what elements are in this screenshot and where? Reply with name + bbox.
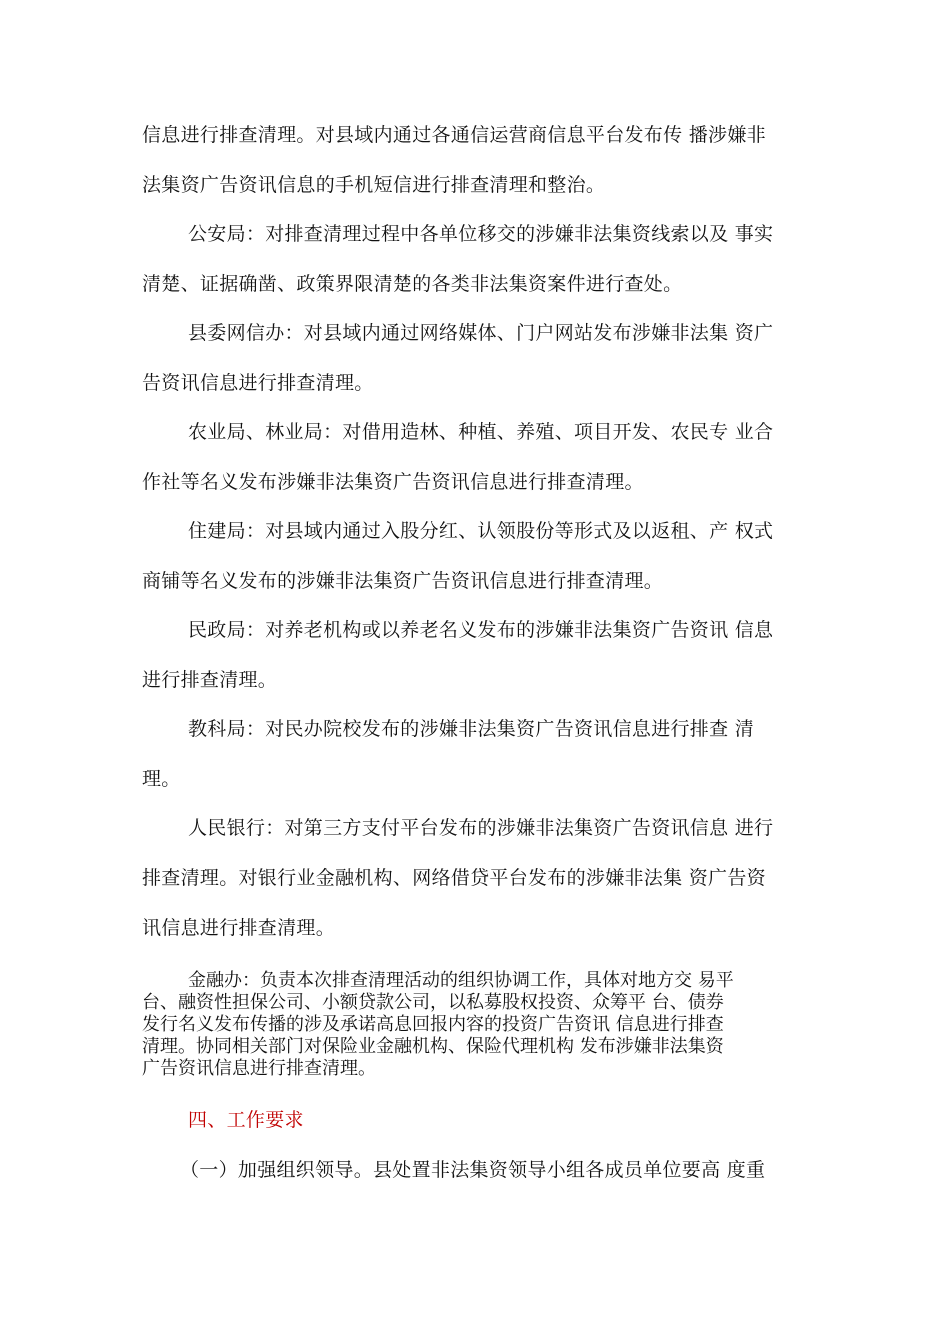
section-heading: 四、工作要求: [188, 1109, 304, 1131]
dense-paragraph-line-1: 金融办：负责本次排查清理活动的组织协调工作，具体对地方交 易平: [188, 970, 734, 991]
paragraph-5-line-1: 住建局：对县域内通过入股分红、认领股份等形式及以返租、产 权式: [188, 520, 774, 542]
dense-paragraph-line-5: 广告资讯信息进行排查清理。: [142, 1058, 376, 1079]
paragraph-2-line-1: 公安局：对排查清理过程中各单位移交的涉嫌非法集资线索以及 事实: [188, 223, 774, 245]
paragraph-3-line-1: 县委网信办：对县域内通过网络媒体、门户网站发布涉嫌非法集 资广: [188, 322, 774, 344]
paragraph-8-line-2: 排查清理。对银行业金融机构、网络借贷平台发布的涉嫌非法集 资广告资: [142, 867, 766, 889]
paragraph-4-line-2: 作社等名义发布涉嫌非法集资广告资讯信息进行排查清理。: [142, 471, 644, 493]
paragraph-4-line-1: 农业局、林业局：对借用造林、种植、养殖、项目开发、农民专 业合: [188, 421, 774, 443]
paragraph-1-line-2: 法集资广告资讯信息的手机短信进行排查清理和整治。: [142, 174, 606, 196]
paragraph-3-line-2: 告资讯信息进行排查清理。: [142, 372, 374, 394]
paragraph-8-line-3: 讯信息进行排查清理。: [142, 917, 336, 939]
paragraph-7-line-2: 理。: [142, 768, 181, 790]
paragraph-7-line-1: 教科局：对民办院校发布的涉嫌非法集资广告资讯信息进行排查 清: [188, 718, 755, 740]
paragraph-8-line-1: 人民银行：对第三方支付平台发布的涉嫌非法集资广告资讯信息 进行: [188, 817, 774, 839]
dense-paragraph-line-3: 发行名义发布传播的涉及承诺高息回报内容的投资广告资讯 信息进行排查: [142, 1014, 724, 1035]
paragraph-5-line-2: 商铺等名义发布的涉嫌非法集资广告资讯信息进行排查清理。: [142, 570, 664, 592]
paragraph-6-line-2: 进行排查清理。: [142, 669, 278, 691]
paragraph-1-line-1: 信息进行排查清理。对县域内通过各通信运营商信息平台发布传 播涉嫌非: [142, 124, 766, 146]
last-paragraph-line-1: （一）加强组织领导。县处置非法集资领导小组各成员单位要高 度重: [180, 1159, 766, 1181]
dense-paragraph-line-4: 清理。协同相关部门对保险业金融机构、保险代理机构 发布涉嫌非法集资: [142, 1036, 724, 1057]
paragraph-6-line-1: 民政局：对养老机构或以养老名义发布的涉嫌非法集资广告资讯 信息: [188, 619, 774, 641]
dense-paragraph-line-2: 台、融资性担保公司、小额贷款公司，以私募股权投资、众筹平 台、债券: [142, 992, 724, 1013]
paragraph-2-line-2: 清楚、证据确凿、政策界限清楚的各类非法集资案件进行查处。: [142, 273, 683, 295]
